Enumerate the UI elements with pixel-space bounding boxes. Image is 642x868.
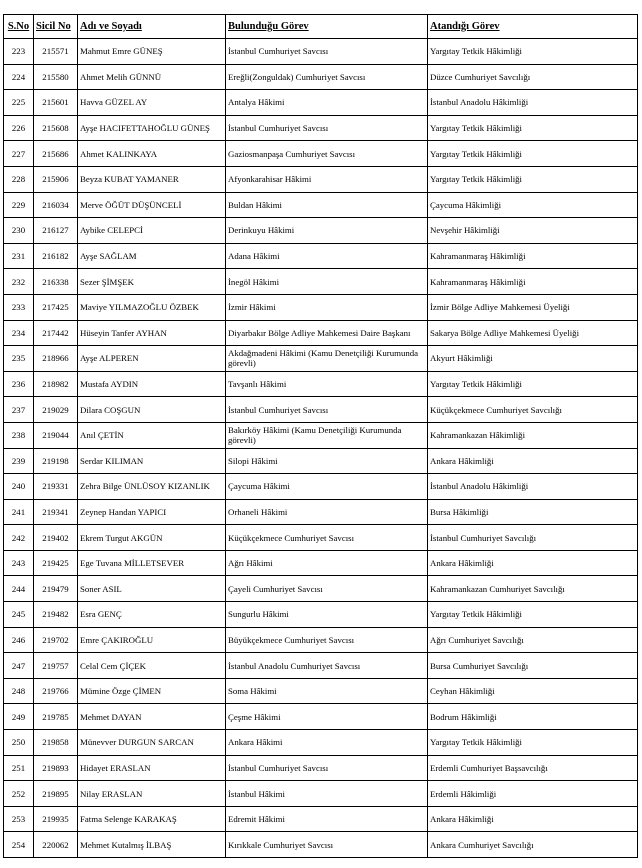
- row-assigned-post: Düzce Cumhuriyet Savcılığı: [428, 64, 638, 90]
- row-sno: 225: [4, 90, 34, 116]
- row-sicil: 219402: [34, 525, 78, 551]
- table-row: [4, 576, 638, 602]
- row-current-post: Sungurlu Hâkimi: [226, 602, 428, 628]
- row-name: Maviye YILMAZOĞLU ÖZBEK: [78, 294, 226, 320]
- row-sicil: 215906: [34, 166, 78, 192]
- row-assigned-post: İstanbul Anadolu Hâkimliği: [428, 90, 638, 116]
- row-current-post: Çeşme Hâkimi: [226, 704, 428, 730]
- row-assigned-post: Yargıtay Tetkik Hâkimliği: [428, 166, 638, 192]
- row-name: Mustafa AYDIN: [78, 371, 226, 397]
- row-name: Ayşe HACIFETTAHOĞLU GÜNEŞ: [78, 115, 226, 141]
- row-name: Dilara COŞGUN: [78, 397, 226, 423]
- row-sicil: 219935: [34, 806, 78, 832]
- table-row: [4, 90, 638, 116]
- table-row: [4, 422, 638, 448]
- row-sno: 249: [4, 704, 34, 730]
- row-sicil: 219331: [34, 474, 78, 500]
- row-sicil: 219425: [34, 550, 78, 576]
- table-row: [4, 704, 638, 730]
- row-sno: 226: [4, 115, 34, 141]
- row-sno: 244: [4, 576, 34, 602]
- row-assigned-post: Yargıtay Tetkik Hâkimliği: [428, 371, 638, 397]
- table-row: [4, 39, 638, 65]
- row-assigned-post: Ankara Hâkimliği: [428, 550, 638, 576]
- row-assigned-post: Erdemli Cumhuriyet Başsavcılığı: [428, 755, 638, 781]
- row-sno: 250: [4, 730, 34, 756]
- row-assigned-post: Çaycuma Hâkimliği: [428, 192, 638, 218]
- row-sicil: 219482: [34, 602, 78, 628]
- table-row: [4, 243, 638, 269]
- table-row: [4, 115, 638, 141]
- table-row: [4, 653, 638, 679]
- row-sno: 240: [4, 474, 34, 500]
- row-current-post: İstanbul Cumhuriyet Savcısı: [226, 755, 428, 781]
- row-assigned-post: Yargıtay Tetkik Hâkimliği: [428, 730, 638, 756]
- row-name: Mehmet DAYAN: [78, 704, 226, 730]
- table-row: [4, 371, 638, 397]
- table-row: [4, 141, 638, 167]
- table-row: [4, 832, 638, 858]
- row-current-post: İstanbul Cumhuriyet Savcısı: [226, 39, 428, 65]
- row-name: Anıl ÇETİN: [78, 422, 226, 448]
- row-assigned-post: Bursa Hâkimliği: [428, 499, 638, 525]
- row-name: Beyza KUBAT YAMANER: [78, 166, 226, 192]
- row-current-post: Antalya Hâkimi: [226, 90, 428, 116]
- table-row: [4, 166, 638, 192]
- table-row: [4, 525, 638, 551]
- row-assigned-post: İstanbul Cumhuriyet Savcılığı: [428, 525, 638, 551]
- row-assigned-post: Kahramanmaraş Hâkimliği: [428, 243, 638, 269]
- row-current-post: Çayeli Cumhuriyet Savcısı: [226, 576, 428, 602]
- row-current-post: Çaycuma Hâkimi: [226, 474, 428, 500]
- row-name: Mehmet Kutalmış İLBAŞ: [78, 832, 226, 858]
- row-sno: 233: [4, 294, 34, 320]
- row-sicil: 219044: [34, 422, 78, 448]
- table-row: [4, 602, 638, 628]
- row-sno: 235: [4, 346, 34, 372]
- row-assigned-post: Akyurt Hâkimliği: [428, 346, 638, 372]
- row-name: Ayşe ALPEREN: [78, 346, 226, 372]
- row-name: Aybike CELEPCİ: [78, 218, 226, 244]
- table-row: [4, 678, 638, 704]
- row-sno: 237: [4, 397, 34, 423]
- header-assigned-post: Atandığı Görev: [428, 15, 638, 39]
- row-current-post: Soma Hâkimi: [226, 678, 428, 704]
- row-sicil: 219895: [34, 781, 78, 807]
- table-row: [4, 499, 638, 525]
- row-sicil: 219766: [34, 678, 78, 704]
- row-assigned-post: Küçükçekmece Cumhuriyet Savcılığı: [428, 397, 638, 423]
- table-row: [4, 294, 638, 320]
- row-assigned-post: Erdemli Hâkimliği: [428, 781, 638, 807]
- row-sno: 243: [4, 550, 34, 576]
- row-name: Ahmet KALINKAYA: [78, 141, 226, 167]
- row-sicil: 219198: [34, 448, 78, 474]
- row-sno: 224: [4, 64, 34, 90]
- row-sno: 228: [4, 166, 34, 192]
- table-row: [4, 397, 638, 423]
- row-sicil: 219785: [34, 704, 78, 730]
- row-sicil: 218966: [34, 346, 78, 372]
- row-sno: 245: [4, 602, 34, 628]
- row-assigned-post: Kahramankazan Cumhuriyet Savcılığı: [428, 576, 638, 602]
- row-sicil: 215571: [34, 39, 78, 65]
- row-assigned-post: Ağrı Cumhuriyet Savcılığı: [428, 627, 638, 653]
- row-assigned-post: İzmir Bölge Adliye Mahkemesi Üyeliği: [428, 294, 638, 320]
- row-sicil: 219893: [34, 755, 78, 781]
- row-sno: 239: [4, 448, 34, 474]
- row-name: Ege Tuvana MİLLETSEVER: [78, 550, 226, 576]
- row-sicil: 219702: [34, 627, 78, 653]
- row-sicil: 215608: [34, 115, 78, 141]
- table-row: [4, 269, 638, 295]
- row-current-post: Orhaneli Hâkimi: [226, 499, 428, 525]
- row-sno: 227: [4, 141, 34, 167]
- row-current-post: İstanbul Cumhuriyet Savcısı: [226, 115, 428, 141]
- row-name: Ahmet Melih GÜNNÜ: [78, 64, 226, 90]
- row-current-post: İnegöl Hâkimi: [226, 269, 428, 295]
- table-row: [4, 192, 638, 218]
- row-sicil: 217442: [34, 320, 78, 346]
- row-current-post: Buldan Hâkimi: [226, 192, 428, 218]
- row-name: Havva GÜZEL AY: [78, 90, 226, 116]
- table-row: [4, 64, 638, 90]
- row-name: Esra GENÇ: [78, 602, 226, 628]
- row-current-post: Kırıkkale Cumhuriyet Savcısı: [226, 832, 428, 858]
- row-sno: 241: [4, 499, 34, 525]
- row-current-post: İzmir Hâkimi: [226, 294, 428, 320]
- row-name: Hidayet ERASLAN: [78, 755, 226, 781]
- table-row: [4, 320, 638, 346]
- row-current-post: Ağrı Hâkimi: [226, 550, 428, 576]
- table-row: [4, 550, 638, 576]
- row-sicil: 219757: [34, 653, 78, 679]
- row-sno: 247: [4, 653, 34, 679]
- table-row: [4, 218, 638, 244]
- row-name: Münevver DURGUN SARCAN: [78, 730, 226, 756]
- row-current-post: Bakırköy Hâkimi (Kamu Denetçiliği Kurumunda görevli): [226, 422, 428, 448]
- row-assigned-post: Ankara Cumhuriyet Savcılığı: [428, 832, 638, 858]
- row-name: Mümine Özge ÇİMEN: [78, 678, 226, 704]
- row-sno: 248: [4, 678, 34, 704]
- row-current-post: Tavşanlı Hâkimi: [226, 371, 428, 397]
- row-assigned-post: Ceyhan Hâkimliği: [428, 678, 638, 704]
- row-assigned-post: Kahramankazan Hâkimliği: [428, 422, 638, 448]
- row-name: Nilay ERASLAN: [78, 781, 226, 807]
- row-assigned-post: Yargıtay Tetkik Hâkimliği: [428, 39, 638, 65]
- row-current-post: İstanbul Cumhuriyet Savcısı: [226, 397, 428, 423]
- row-current-post: İstanbul Anadolu Cumhuriyet Savcısı: [226, 653, 428, 679]
- header-sno: S.No: [4, 15, 34, 39]
- row-sno: 254: [4, 832, 34, 858]
- table-row: [4, 474, 638, 500]
- table-row: [4, 730, 638, 756]
- row-name: Serdar KILIMAN: [78, 448, 226, 474]
- row-sno: 252: [4, 781, 34, 807]
- header-current-post: Bulunduğu Görev: [226, 15, 428, 39]
- row-sicil: 215601: [34, 90, 78, 116]
- row-name: Zeynep Handan YAPICI: [78, 499, 226, 525]
- row-sicil: 219029: [34, 397, 78, 423]
- row-sno: 236: [4, 371, 34, 397]
- row-assigned-post: Bodrum Hâkimliği: [428, 704, 638, 730]
- row-current-post: Derinkuyu Hâkimi: [226, 218, 428, 244]
- row-sicil: 219341: [34, 499, 78, 525]
- row-current-post: Ereğli(Zonguldak) Cumhuriyet Savcısı: [226, 64, 428, 90]
- row-name: Merve ÖĞÜT DÜŞÜNCELİ: [78, 192, 226, 218]
- row-sno: 230: [4, 218, 34, 244]
- table-row: [4, 755, 638, 781]
- header-row: [4, 15, 638, 39]
- row-sicil: 217425: [34, 294, 78, 320]
- row-current-post: Gaziosmanpaşa Cumhuriyet Savcısı: [226, 141, 428, 167]
- row-current-post: Afyonkarahisar Hâkimi: [226, 166, 428, 192]
- row-sicil: 220062: [34, 832, 78, 858]
- table-row: [4, 346, 638, 372]
- table-row: [4, 448, 638, 474]
- row-current-post: Silopi Hâkimi: [226, 448, 428, 474]
- row-assigned-post: Yargıtay Tetkik Hâkimliği: [428, 115, 638, 141]
- row-current-post: Adana Hâkimi: [226, 243, 428, 269]
- row-sno: 232: [4, 269, 34, 295]
- row-name: Ayşe SAĞLAM: [78, 243, 226, 269]
- row-sicil: 219479: [34, 576, 78, 602]
- row-sno: 234: [4, 320, 34, 346]
- row-sno: 246: [4, 627, 34, 653]
- row-sno: 223: [4, 39, 34, 65]
- row-name: Hüseyin Tanfer AYHAN: [78, 320, 226, 346]
- row-sno: 253: [4, 806, 34, 832]
- row-sno: 242: [4, 525, 34, 551]
- table-row: [4, 806, 638, 832]
- row-sicil: 216034: [34, 192, 78, 218]
- row-sicil: 215580: [34, 64, 78, 90]
- row-name: Fatma Selenge KARAKAŞ: [78, 806, 226, 832]
- row-name: Ekrem Turgut AKGÜN: [78, 525, 226, 551]
- row-assigned-post: Ankara Hâkimliği: [428, 806, 638, 832]
- appointments-table: [3, 14, 638, 858]
- row-sno: 229: [4, 192, 34, 218]
- row-sicil: 215686: [34, 141, 78, 167]
- row-assigned-post: Yargıtay Tetkik Hâkimliği: [428, 141, 638, 167]
- row-assigned-post: Nevşehir Hâkimliği: [428, 218, 638, 244]
- header-name: Adı ve Soyadı: [78, 15, 226, 39]
- row-sicil: 216127: [34, 218, 78, 244]
- row-assigned-post: Sakarya Bölge Adliye Mahkemesi Üyeliği: [428, 320, 638, 346]
- row-assigned-post: Ankara Hâkimliği: [428, 448, 638, 474]
- row-name: Emre ÇAKIROĞLU: [78, 627, 226, 653]
- row-current-post: Edremit Hâkimi: [226, 806, 428, 832]
- row-current-post: Diyarbakır Bölge Adliye Mahkemesi Daire Başkanı: [226, 320, 428, 346]
- table-row: [4, 781, 638, 807]
- row-assigned-post: Yargıtay Tetkik Hâkimliği: [428, 602, 638, 628]
- row-current-post: İstanbul Hâkimi: [226, 781, 428, 807]
- row-current-post: Küçükçekmece Cumhuriyet Savcısı: [226, 525, 428, 551]
- row-sno: 251: [4, 755, 34, 781]
- row-current-post: Ankara Hâkimi: [226, 730, 428, 756]
- row-current-post: Akdağmadeni Hâkimi (Kamu Denetçiliği Kurumunda görevli): [226, 346, 428, 372]
- row-sno: 231: [4, 243, 34, 269]
- header-sicil: Sicil No: [34, 15, 78, 39]
- row-name: Soner ASIL: [78, 576, 226, 602]
- row-sicil: 216338: [34, 269, 78, 295]
- row-assigned-post: İstanbul Anadolu Hâkimliği: [428, 474, 638, 500]
- row-name: Mahmut Emre GÜNEŞ: [78, 39, 226, 65]
- row-current-post: Büyükçekmece Cumhuriyet Savcısı: [226, 627, 428, 653]
- row-name: Celal Cem ÇİÇEK: [78, 653, 226, 679]
- row-assigned-post: Kahramanmaraş Hâkimliği: [428, 269, 638, 295]
- row-sicil: 219858: [34, 730, 78, 756]
- row-sicil: 216182: [34, 243, 78, 269]
- row-name: Zehra Bilge ÜNLÜSOY KIZANLIK: [78, 474, 226, 500]
- row-assigned-post: Bursa Cumhuriyet Savcılığı: [428, 653, 638, 679]
- table-row: [4, 627, 638, 653]
- row-sno: 238: [4, 422, 34, 448]
- row-name: Sezer ŞİMŞEK: [78, 269, 226, 295]
- row-sicil: 218982: [34, 371, 78, 397]
